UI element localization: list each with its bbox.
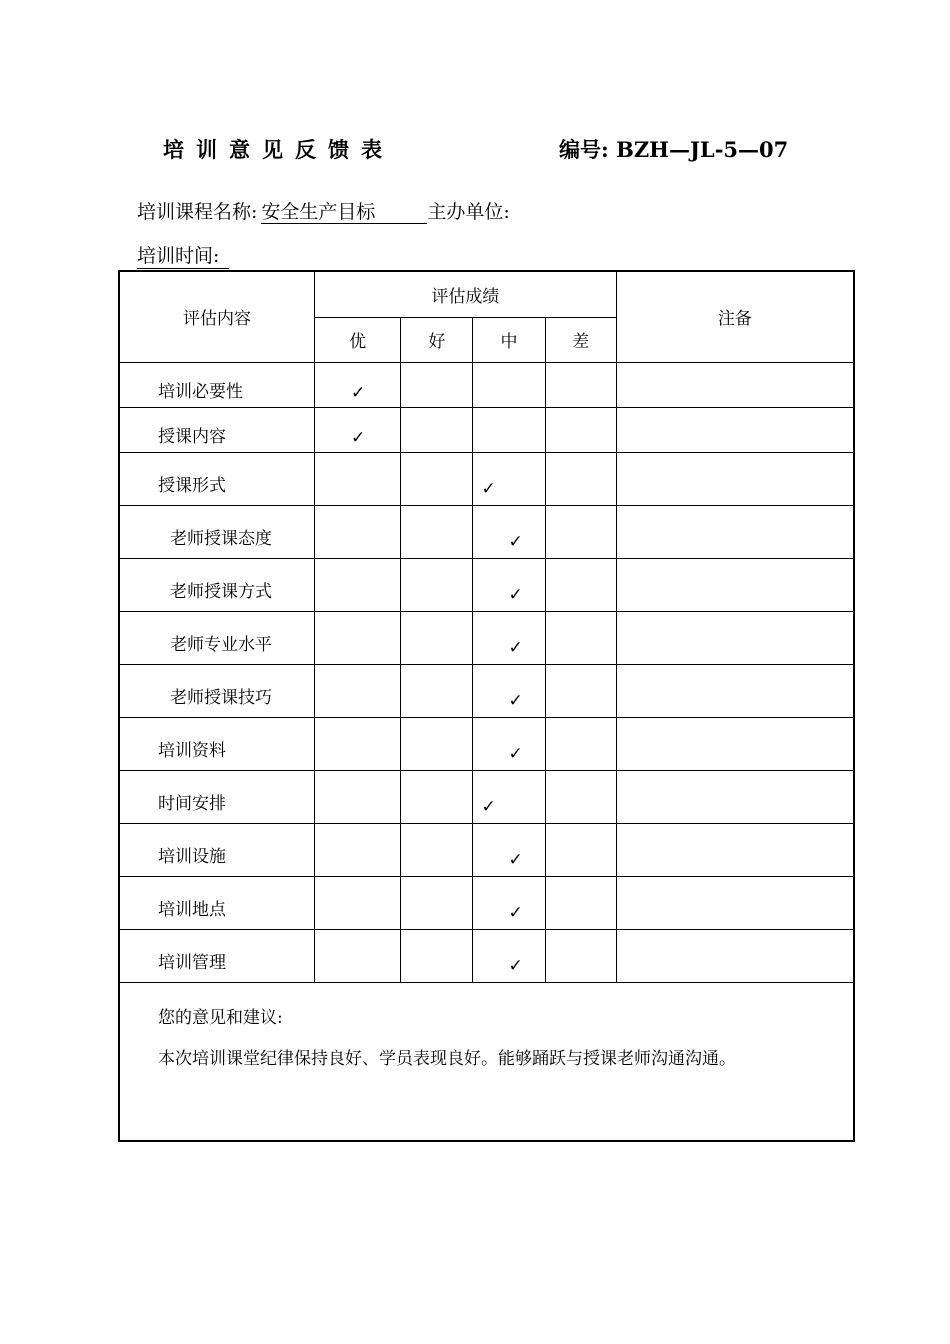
table-row [119, 452, 854, 505]
grade-cell[interactable] [545, 823, 616, 876]
grade-cell[interactable] [315, 876, 401, 929]
comments-label: 您的意见和建议: [158, 1007, 283, 1028]
score-header: 评估成绩 [315, 271, 617, 317]
grade-cell[interactable] [315, 362, 401, 407]
row-label: 时间安排 [119, 770, 315, 823]
training-time-field [137, 245, 229, 269]
grade-cell[interactable] [473, 929, 545, 982]
grade-cell[interactable] [315, 611, 401, 664]
grade-cell[interactable] [473, 452, 545, 505]
row-label: 培训地点 [119, 876, 315, 929]
grade-cell[interactable] [315, 664, 401, 717]
grade-cell[interactable] [545, 664, 616, 717]
note-cell[interactable] [616, 876, 854, 929]
grade-header-poor: 差 [545, 317, 616, 362]
note-cell[interactable] [616, 611, 854, 664]
check-mark-icon: ✓ [351, 382, 366, 403]
grade-cell[interactable] [315, 929, 401, 982]
grade-cell[interactable] [473, 717, 545, 770]
table-row [119, 717, 854, 770]
grade-cell[interactable] [401, 505, 473, 558]
grade-cell[interactable] [473, 505, 545, 558]
check-mark-icon: ✓ [481, 796, 496, 817]
note-cell[interactable] [616, 770, 854, 823]
grade-cell[interactable] [545, 929, 616, 982]
course-name-value: 安全生产目标 [261, 201, 427, 224]
training-time-label: 培训时间: [137, 245, 220, 267]
grade-cell[interactable] [473, 770, 545, 823]
grade-cell[interactable] [545, 505, 616, 558]
comments-text: 本次培训课堂纪律保持良好、学员表现良好。能够踊跃与授课老师沟通沟通。 [158, 1048, 736, 1069]
grade-cell[interactable] [473, 664, 545, 717]
row-label: 培训资料 [119, 717, 315, 770]
table-row [119, 558, 854, 611]
grade-cell[interactable] [315, 823, 401, 876]
check-mark-icon: ✓ [351, 427, 366, 448]
grade-cell[interactable] [545, 876, 616, 929]
grade-cell[interactable] [315, 770, 401, 823]
note-header: 注备 [616, 271, 854, 362]
row-label: 培训管理 [119, 929, 315, 982]
note-cell[interactable] [616, 362, 854, 407]
row-label: 培训必要性 [119, 362, 315, 407]
note-cell[interactable] [616, 717, 854, 770]
row-label: 培训设施 [119, 823, 315, 876]
table-row [119, 929, 854, 982]
course-info-line [137, 197, 510, 224]
grade-cell[interactable] [545, 770, 616, 823]
grade-cell[interactable] [545, 407, 616, 452]
grade-cell[interactable] [401, 929, 473, 982]
grade-cell[interactable] [473, 823, 545, 876]
grade-cell[interactable] [401, 876, 473, 929]
note-cell[interactable] [616, 929, 854, 982]
row-label: 老师授课技巧 [119, 664, 315, 717]
row-label: 老师授课方式 [119, 558, 315, 611]
grade-header-good: 好 [401, 317, 473, 362]
note-cell[interactable] [616, 505, 854, 558]
grade-header-excellent: 优 [315, 317, 401, 362]
table-row [119, 823, 854, 876]
row-label: 授课内容 [119, 407, 315, 452]
note-cell[interactable] [616, 558, 854, 611]
grade-cell[interactable] [401, 452, 473, 505]
table-row [119, 362, 854, 407]
grade-cell[interactable] [401, 770, 473, 823]
grade-cell[interactable] [545, 362, 616, 407]
grade-cell[interactable] [473, 876, 545, 929]
grade-cell[interactable] [401, 558, 473, 611]
table-row [119, 505, 854, 558]
grade-cell[interactable] [401, 717, 473, 770]
grade-cell[interactable] [315, 558, 401, 611]
title-line [0, 134, 950, 164]
table-row [119, 770, 854, 823]
grade-cell[interactable] [315, 505, 401, 558]
row-label: 老师授课态度 [119, 505, 315, 558]
grade-cell[interactable] [545, 611, 616, 664]
document-number-label: 编号: [559, 137, 609, 162]
time-info-line [137, 241, 229, 268]
table-row [119, 611, 854, 664]
document-number-value: BZH—JL-5—07 [616, 137, 789, 162]
note-cell[interactable] [616, 664, 854, 717]
check-mark-icon: ✓ [508, 902, 523, 923]
host-unit-label: 主办单位: [427, 201, 510, 223]
grade-cell[interactable] [315, 717, 401, 770]
grade-header-average: 中 [473, 317, 545, 362]
grade-cell[interactable] [545, 452, 616, 505]
comments-cell[interactable] [119, 982, 854, 1141]
row-label: 授课形式 [119, 452, 315, 505]
grade-cell[interactable] [473, 407, 545, 452]
grade-cell[interactable] [401, 664, 473, 717]
table-row [119, 876, 854, 929]
table-row [119, 407, 854, 452]
grade-cell[interactable] [473, 558, 545, 611]
check-mark-icon: ✓ [508, 584, 523, 605]
note-cell[interactable] [616, 823, 854, 876]
evaluation-table [118, 270, 855, 1142]
grade-cell[interactable] [401, 407, 473, 452]
table-row [119, 664, 854, 717]
grade-cell[interactable] [315, 407, 401, 452]
grade-cell[interactable] [473, 362, 545, 407]
course-name-label: 培训课程名称: [137, 201, 258, 223]
grade-cell[interactable] [401, 823, 473, 876]
document-number [559, 134, 788, 164]
comments-row [119, 982, 854, 1141]
check-mark-icon: ✓ [508, 531, 523, 552]
note-cell[interactable] [616, 452, 854, 505]
grade-cell[interactable] [545, 717, 616, 770]
check-mark-icon: ✓ [508, 955, 523, 976]
grade-cell[interactable] [401, 611, 473, 664]
row-label: 老师专业水平 [119, 611, 315, 664]
grade-cell[interactable] [315, 452, 401, 505]
grade-cell[interactable] [545, 558, 616, 611]
grade-cell[interactable] [401, 362, 473, 407]
item-header: 评估内容 [119, 271, 315, 362]
check-mark-icon: ✓ [508, 690, 523, 711]
check-mark-icon: ✓ [508, 849, 523, 870]
check-mark-icon: ✓ [508, 637, 523, 658]
note-cell[interactable] [616, 407, 854, 452]
check-mark-icon: ✓ [481, 478, 496, 499]
grade-cell[interactable] [473, 611, 545, 664]
check-mark-icon: ✓ [508, 743, 523, 764]
table-header-row [119, 271, 854, 317]
page-title: 培训意见反馈表 [163, 137, 394, 162]
